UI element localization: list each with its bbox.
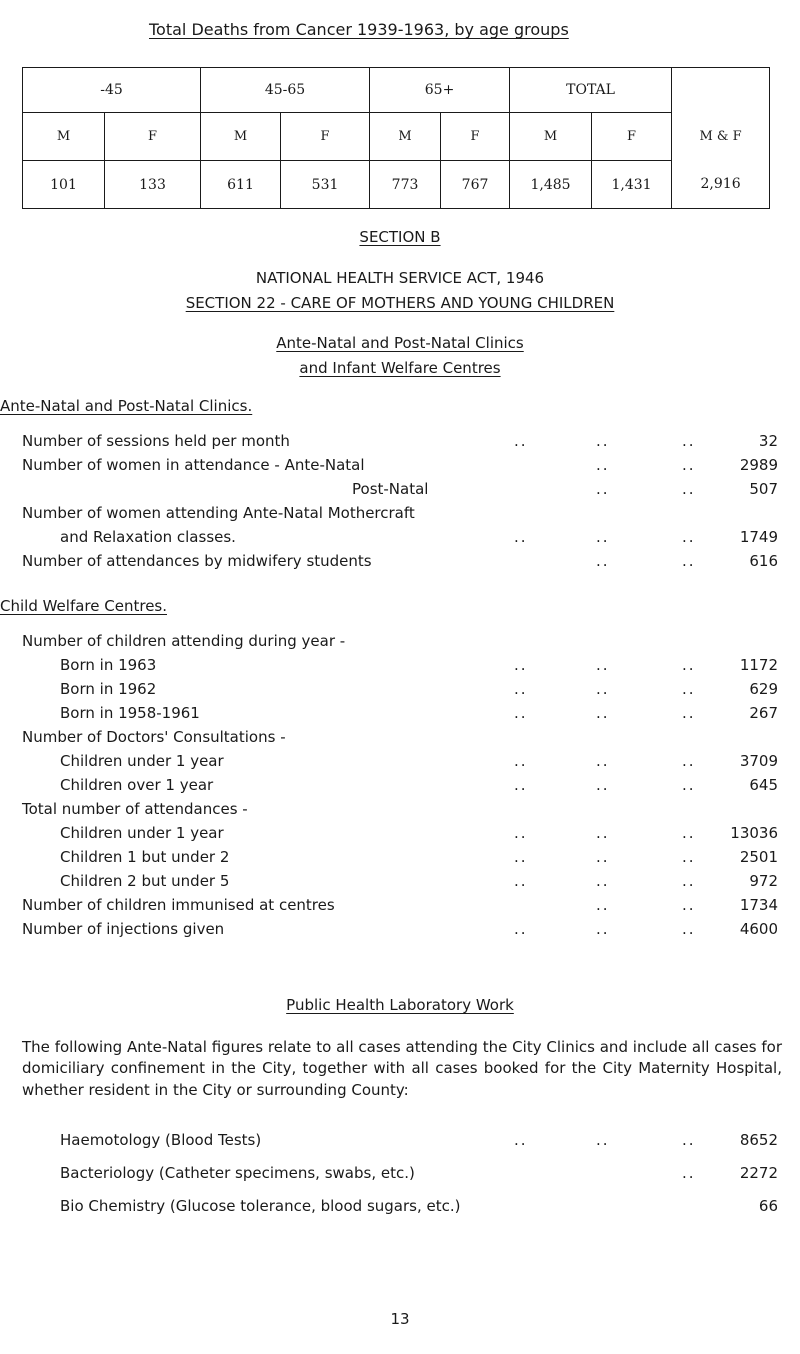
- row-label: Haemotology (Blood Tests): [60, 1131, 262, 1149]
- leader-dots: ..: [596, 704, 610, 722]
- row-value: 267: [749, 704, 778, 722]
- laboratory-paragraph: The following Ante-Natal figures relate to all cases attending the City Clinics and include all cases for domiciliary confinement in the City, together with all cases booked for the City Maternity Hospital, whether resident in the City or surrounding County:: [22, 1038, 782, 1099]
- leader-dots: ..: [514, 848, 528, 866]
- death-count-cell: 611: [201, 161, 281, 209]
- leader-dots: ..: [514, 1131, 528, 1149]
- leader-dots: ..: [682, 872, 696, 890]
- sex-header: M: [23, 113, 105, 161]
- row-label: Number of attendances by midwifery students: [22, 552, 372, 570]
- death-count-cell: 531: [281, 161, 370, 209]
- sex-header: M: [510, 113, 592, 161]
- row-label: Bio Chemistry (Glucose tolerance, blood sugars, etc.): [60, 1197, 461, 1215]
- leader-dots: ..: [596, 680, 610, 698]
- death-count-cell: 2,916: [672, 161, 770, 209]
- leader-dots: ..: [682, 480, 696, 498]
- row-label: Born in 1958-1961: [60, 704, 200, 722]
- row-label: Number of children attending during year -: [22, 632, 346, 650]
- leader-dots: ..: [596, 848, 610, 866]
- row-value: 507: [749, 480, 778, 498]
- row-value: 13036: [730, 824, 778, 842]
- row-value: 1749: [739, 528, 778, 546]
- leader-dots: ..: [596, 776, 610, 794]
- leader-dots: ..: [682, 432, 696, 450]
- death-count-cell: 133: [105, 161, 201, 209]
- clinics-heading-line2: and Infant Welfare Centres: [299, 359, 501, 377]
- row-value: 1172: [739, 656, 778, 674]
- row-value: 66: [758, 1197, 778, 1215]
- leader-dots: ..: [596, 896, 610, 914]
- leader-dots: ..: [682, 704, 696, 722]
- leader-dots: ..: [682, 656, 696, 674]
- row-value: 2272: [739, 1164, 778, 1182]
- row-value: 972: [749, 872, 778, 890]
- leader-dots: ..: [514, 704, 528, 722]
- leader-dots: ..: [514, 656, 528, 674]
- leader-dots: ..: [514, 528, 528, 546]
- leader-dots: ..: [596, 480, 610, 498]
- section-22-heading: SECTION 22 - CARE OF MOTHERS AND YOUNG CHILDREN: [185, 294, 615, 312]
- age-group-header: 65+: [370, 68, 510, 113]
- section-b-heading: SECTION B: [359, 228, 441, 246]
- row-label: Children under 1 year: [60, 824, 224, 842]
- row-label: Number of women attending Ante-Natal Mothercraft: [22, 504, 415, 522]
- row-label: Total number of attendances -: [22, 800, 248, 818]
- leader-dots: ..: [514, 824, 528, 842]
- leader-dots: ..: [596, 1131, 610, 1149]
- child-welfare-heading: Child Welfare Centres.: [0, 597, 167, 615]
- row-value: 629: [749, 680, 778, 698]
- page-title: Total Deaths from Cancer 1939-1963, by age groups: [149, 20, 569, 39]
- death-count-cell: 767: [441, 161, 510, 209]
- row-label: Number of children immunised at centres: [22, 896, 335, 914]
- leader-dots: ..: [682, 752, 696, 770]
- clinics-heading-line1: Ante-Natal and Post-Natal Clinics: [276, 334, 524, 352]
- row-value: 1734: [739, 896, 778, 914]
- sex-header: F: [281, 113, 370, 161]
- row-label: Number of Doctors' Consultations -: [22, 728, 286, 746]
- leader-dots: ..: [514, 776, 528, 794]
- leader-dots: ..: [682, 920, 696, 938]
- age-group-header: [672, 68, 770, 113]
- leader-dots: ..: [596, 872, 610, 890]
- leader-dots: ..: [596, 752, 610, 770]
- row-value: 8652: [739, 1131, 778, 1149]
- leader-dots: ..: [682, 896, 696, 914]
- leader-dots: ..: [514, 680, 528, 698]
- row-label: Number of injections given: [22, 920, 225, 938]
- leader-dots: ..: [682, 1131, 696, 1149]
- leader-dots: ..: [514, 920, 528, 938]
- death-count-cell: 773: [370, 161, 441, 209]
- leader-dots: ..: [682, 824, 696, 842]
- leader-dots: ..: [514, 872, 528, 890]
- leader-dots: ..: [596, 528, 610, 546]
- row-label: and Relaxation classes.: [60, 528, 236, 546]
- leader-dots: ..: [682, 680, 696, 698]
- leader-dots: ..: [514, 752, 528, 770]
- row-label: Children under 1 year: [60, 752, 224, 770]
- leader-dots: ..: [682, 552, 696, 570]
- row-value: 3709: [739, 752, 778, 770]
- laboratory-heading: Public Health Laboratory Work: [286, 996, 514, 1014]
- leader-dots: ..: [682, 528, 696, 546]
- sex-header: M & F: [672, 113, 770, 161]
- age-group-header: 45-65: [201, 68, 370, 113]
- row-value: 32: [758, 432, 778, 450]
- leader-dots: ..: [682, 456, 696, 474]
- death-count-cell: 1,431: [592, 161, 672, 209]
- leader-dots: ..: [682, 1164, 696, 1182]
- leader-dots: ..: [596, 552, 610, 570]
- sex-header: M: [201, 113, 281, 161]
- row-value: 616: [749, 552, 778, 570]
- row-value: 645: [749, 776, 778, 794]
- row-label: Born in 1962: [60, 680, 157, 698]
- row-value: 4600: [739, 920, 778, 938]
- leader-dots: ..: [596, 456, 610, 474]
- row-label: Number of women in attendance - Ante-Natal: [22, 456, 365, 474]
- age-group-header: -45: [23, 68, 201, 113]
- row-label: Children 2 but under 5: [60, 872, 230, 890]
- leader-dots: ..: [596, 432, 610, 450]
- death-count-cell: 101: [23, 161, 105, 209]
- page-number: 13: [390, 1310, 410, 1328]
- row-label: Number of sessions held per month: [22, 432, 290, 450]
- death-count-cell: 1,485: [510, 161, 592, 209]
- leader-dots: ..: [596, 920, 610, 938]
- leader-dots: ..: [514, 432, 528, 450]
- cancer-deaths-table: [22, 67, 770, 209]
- row-value: 2501: [739, 848, 778, 866]
- act-heading: NATIONAL HEALTH SERVICE ACT, 1946: [255, 269, 545, 287]
- age-group-header: TOTAL: [510, 68, 672, 113]
- leader-dots: ..: [682, 776, 696, 794]
- leader-dots: ..: [596, 656, 610, 674]
- row-label: Bacteriology (Catheter specimens, swabs, etc.): [60, 1164, 415, 1182]
- row-label: Post-Natal: [352, 480, 429, 498]
- antenatal-heading: Ante-Natal and Post-Natal Clinics.: [0, 397, 253, 415]
- leader-dots: ..: [682, 848, 696, 866]
- row-value: 2989: [739, 456, 778, 474]
- sex-header: F: [441, 113, 510, 161]
- sex-header: F: [105, 113, 201, 161]
- row-label: Children over 1 year: [60, 776, 214, 794]
- row-label: Born in 1963: [60, 656, 157, 674]
- leader-dots: ..: [596, 824, 610, 842]
- row-label: Children 1 but under 2: [60, 848, 230, 866]
- sex-header: F: [592, 113, 672, 161]
- sex-header: M: [370, 113, 441, 161]
